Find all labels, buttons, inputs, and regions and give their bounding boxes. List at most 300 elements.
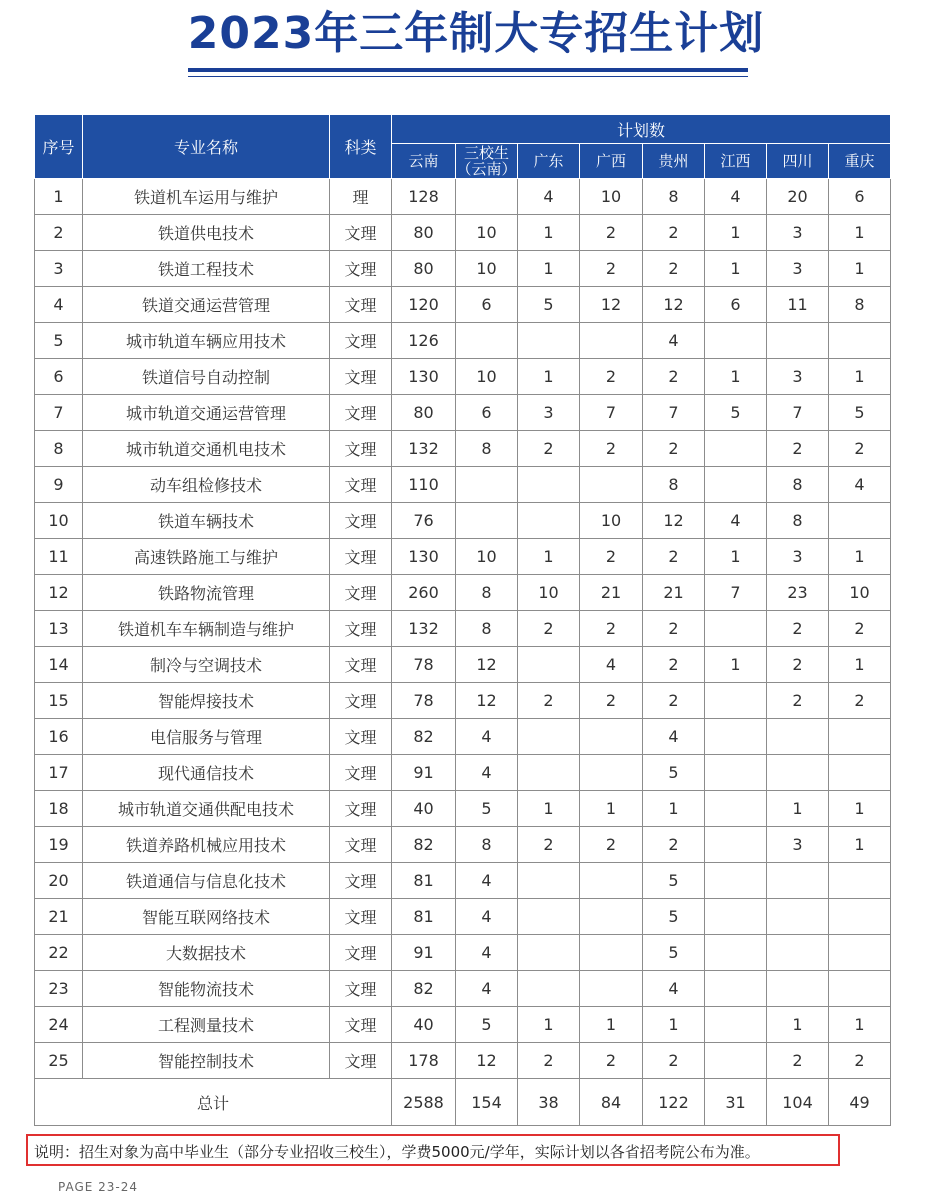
row-plan-count — [456, 179, 518, 215]
row-plan-count — [767, 323, 829, 359]
row-category: 文理 — [330, 827, 392, 863]
table-row — [35, 215, 891, 251]
row-major-name: 铁道机车运用与维护 — [83, 179, 330, 215]
row-plan-count — [705, 1007, 767, 1043]
row-plan-count: 2 — [580, 539, 643, 575]
row-index: 24 — [35, 1007, 83, 1043]
row-category: 文理 — [330, 287, 392, 323]
row-plan-count: 1 — [705, 647, 767, 683]
row-plan-count: 4 — [643, 971, 705, 1007]
enrollment-plan-table — [34, 114, 891, 1126]
total-cell: 49 — [829, 1079, 891, 1126]
row-plan-count — [829, 935, 891, 971]
row-major-name: 城市轨道交通机电技术 — [83, 431, 330, 467]
row-plan-count — [518, 323, 580, 359]
row-plan-count — [456, 323, 518, 359]
row-plan-count: 1 — [829, 647, 891, 683]
row-plan-count — [767, 863, 829, 899]
row-plan-count: 1 — [705, 539, 767, 575]
row-plan-count: 7 — [767, 395, 829, 431]
row-plan-count: 2 — [643, 539, 705, 575]
row-plan-count: 8 — [643, 467, 705, 503]
row-category: 文理 — [330, 467, 392, 503]
row-major-name: 高速铁路施工与维护 — [83, 539, 330, 575]
row-plan-count: 178 — [392, 1043, 456, 1079]
row-major-name: 智能物流技术 — [83, 971, 330, 1007]
row-plan-count: 8 — [767, 503, 829, 539]
row-plan-count: 2 — [829, 683, 891, 719]
row-plan-count — [705, 791, 767, 827]
row-plan-count: 7 — [643, 395, 705, 431]
row-plan-count: 2 — [643, 647, 705, 683]
row-plan-count: 4 — [829, 467, 891, 503]
table-row — [35, 431, 891, 467]
table-row — [35, 647, 891, 683]
row-plan-count: 4 — [456, 719, 518, 755]
row-plan-count: 5 — [829, 395, 891, 431]
row-plan-count — [767, 935, 829, 971]
row-plan-count: 21 — [580, 575, 643, 611]
row-plan-count: 10 — [456, 215, 518, 251]
row-plan-count: 12 — [456, 647, 518, 683]
row-category: 文理 — [330, 503, 392, 539]
row-plan-count: 4 — [580, 647, 643, 683]
table-row — [35, 503, 891, 539]
table-row — [35, 251, 891, 287]
row-category: 文理 — [330, 719, 392, 755]
row-index: 23 — [35, 971, 83, 1007]
row-plan-count — [518, 935, 580, 971]
row-major-name: 制冷与空调技术 — [83, 647, 330, 683]
row-plan-count: 78 — [392, 683, 456, 719]
row-plan-count: 5 — [643, 755, 705, 791]
row-plan-count: 2 — [643, 611, 705, 647]
row-major-name: 铁道信号自动控制 — [83, 359, 330, 395]
row-index: 16 — [35, 719, 83, 755]
row-index: 7 — [35, 395, 83, 431]
row-plan-count: 3 — [767, 215, 829, 251]
row-plan-count — [705, 323, 767, 359]
row-major-name: 铁道通信与信息化技术 — [83, 863, 330, 899]
row-plan-count: 10 — [829, 575, 891, 611]
row-plan-count: 2 — [580, 251, 643, 287]
row-plan-count: 6 — [456, 287, 518, 323]
row-plan-count: 4 — [456, 899, 518, 935]
row-plan-count: 4 — [705, 179, 767, 215]
table-row — [35, 395, 891, 431]
total-cell: 84 — [580, 1079, 643, 1126]
row-plan-count: 1 — [518, 359, 580, 395]
row-plan-count: 40 — [392, 791, 456, 827]
row-plan-count: 8 — [456, 611, 518, 647]
row-plan-count: 81 — [392, 863, 456, 899]
table-row — [35, 1043, 891, 1079]
row-plan-count: 4 — [705, 503, 767, 539]
row-plan-count: 1 — [580, 791, 643, 827]
row-plan-count — [518, 863, 580, 899]
row-major-name: 铁道养路机械应用技术 — [83, 827, 330, 863]
row-plan-count: 5 — [456, 1007, 518, 1043]
row-plan-count — [705, 827, 767, 863]
row-plan-count: 12 — [643, 287, 705, 323]
row-plan-count: 3 — [767, 827, 829, 863]
table-row — [35, 755, 891, 791]
row-plan-count — [829, 899, 891, 935]
row-plan-count: 2 — [580, 1043, 643, 1079]
row-category: 文理 — [330, 755, 392, 791]
row-index: 6 — [35, 359, 83, 395]
row-plan-count: 80 — [392, 251, 456, 287]
row-plan-count — [705, 431, 767, 467]
row-plan-count — [767, 971, 829, 1007]
row-plan-count: 130 — [392, 359, 456, 395]
row-major-name: 现代通信技术 — [83, 755, 330, 791]
row-index: 3 — [35, 251, 83, 287]
row-plan-count: 81 — [392, 899, 456, 935]
row-plan-count: 3 — [767, 359, 829, 395]
table-header-row — [35, 115, 891, 144]
row-plan-count — [705, 863, 767, 899]
row-plan-count: 4 — [456, 863, 518, 899]
table-row — [35, 467, 891, 503]
row-major-name: 电信服务与管理 — [83, 719, 330, 755]
row-plan-count: 7 — [705, 575, 767, 611]
row-plan-count — [580, 899, 643, 935]
row-category: 文理 — [330, 1043, 392, 1079]
table-body — [35, 179, 891, 1079]
row-plan-count: 2 — [767, 611, 829, 647]
row-plan-count: 2 — [518, 683, 580, 719]
total-cell: 2588 — [392, 1079, 456, 1126]
row-plan-count: 1 — [829, 251, 891, 287]
row-major-name: 城市轨道交通供配电技术 — [83, 791, 330, 827]
title-underline — [188, 68, 748, 72]
row-plan-count: 5 — [705, 395, 767, 431]
row-category: 文理 — [330, 971, 392, 1007]
table-row — [35, 791, 891, 827]
row-plan-count: 2 — [518, 431, 580, 467]
explanation-note: 说明：招生对象为高中毕业生（部分专业招收三校生），学费5000元/学年，实际计划以各省招考院公布为准。 — [26, 1134, 840, 1166]
row-plan-count: 2 — [643, 431, 705, 467]
row-index: 5 — [35, 323, 83, 359]
row-plan-count: 2 — [767, 647, 829, 683]
row-plan-count: 5 — [643, 863, 705, 899]
row-category: 理 — [330, 179, 392, 215]
row-index: 15 — [35, 683, 83, 719]
page-number: PAGE 23-24 — [58, 1180, 139, 1194]
row-plan-count — [829, 323, 891, 359]
row-plan-count: 3 — [518, 395, 580, 431]
row-major-name: 铁道交通运营管理 — [83, 287, 330, 323]
row-plan-count — [705, 611, 767, 647]
row-plan-count: 8 — [456, 827, 518, 863]
row-plan-count — [580, 971, 643, 1007]
row-plan-count: 2 — [643, 215, 705, 251]
row-plan-count: 2 — [580, 215, 643, 251]
row-plan-count — [705, 1043, 767, 1079]
row-index: 22 — [35, 935, 83, 971]
row-plan-count — [580, 755, 643, 791]
row-major-name: 铁道车辆技术 — [83, 503, 330, 539]
row-category: 文理 — [330, 251, 392, 287]
row-plan-count: 82 — [392, 971, 456, 1007]
row-plan-count: 2 — [643, 1043, 705, 1079]
row-category: 文理 — [330, 611, 392, 647]
row-category: 文理 — [330, 935, 392, 971]
row-plan-count — [518, 899, 580, 935]
row-plan-count: 91 — [392, 755, 456, 791]
row-plan-count: 2 — [580, 827, 643, 863]
row-plan-count: 2 — [518, 611, 580, 647]
row-plan-count: 4 — [518, 179, 580, 215]
row-index: 17 — [35, 755, 83, 791]
row-plan-count: 12 — [643, 503, 705, 539]
row-plan-count: 10 — [518, 575, 580, 611]
row-plan-count: 8 — [767, 467, 829, 503]
table-row — [35, 611, 891, 647]
row-plan-count — [829, 971, 891, 1007]
row-plan-count — [518, 719, 580, 755]
total-cell: 154 — [456, 1079, 518, 1126]
row-category: 文理 — [330, 1007, 392, 1043]
row-plan-count: 2 — [518, 1043, 580, 1079]
row-category: 文理 — [330, 683, 392, 719]
table-row — [35, 575, 891, 611]
row-major-name: 工程测量技术 — [83, 1007, 330, 1043]
col-header-index: 序号 — [35, 115, 83, 179]
row-plan-count: 76 — [392, 503, 456, 539]
row-plan-count — [829, 755, 891, 791]
row-plan-count: 1 — [829, 539, 891, 575]
row-plan-count: 2 — [829, 1043, 891, 1079]
col-header-major: 专业名称 — [83, 115, 330, 179]
row-plan-count: 80 — [392, 215, 456, 251]
col-header-plan-group: 计划数 — [392, 115, 891, 144]
row-plan-count: 1 — [643, 1007, 705, 1043]
row-plan-count — [456, 467, 518, 503]
row-major-name: 大数据技术 — [83, 935, 330, 971]
row-major-name: 智能互联网络技术 — [83, 899, 330, 935]
row-plan-count: 2 — [643, 827, 705, 863]
row-plan-count: 12 — [456, 683, 518, 719]
row-plan-count: 4 — [456, 935, 518, 971]
row-plan-count: 132 — [392, 611, 456, 647]
row-plan-count: 6 — [829, 179, 891, 215]
table-row — [35, 719, 891, 755]
row-plan-count: 2 — [829, 431, 891, 467]
row-plan-count: 8 — [456, 575, 518, 611]
row-plan-count: 132 — [392, 431, 456, 467]
row-plan-count: 110 — [392, 467, 456, 503]
row-plan-count: 1 — [829, 827, 891, 863]
row-plan-count: 2 — [767, 1043, 829, 1079]
row-plan-count: 8 — [643, 179, 705, 215]
row-plan-count: 82 — [392, 827, 456, 863]
col-header-region: 重庆 — [829, 144, 891, 179]
table-row — [35, 179, 891, 215]
row-plan-count: 1 — [518, 791, 580, 827]
row-plan-count: 2 — [643, 251, 705, 287]
page-title: 2023年三年制大专招生计划 — [187, 8, 765, 59]
row-plan-count: 120 — [392, 287, 456, 323]
table-row — [35, 935, 891, 971]
row-plan-count: 7 — [580, 395, 643, 431]
row-plan-count: 1 — [705, 251, 767, 287]
row-category: 文理 — [330, 791, 392, 827]
row-plan-count — [580, 719, 643, 755]
row-index: 21 — [35, 899, 83, 935]
row-index: 1 — [35, 179, 83, 215]
row-plan-count — [705, 971, 767, 1007]
row-plan-count: 126 — [392, 323, 456, 359]
row-plan-count: 1 — [829, 1007, 891, 1043]
row-plan-count: 91 — [392, 935, 456, 971]
row-plan-count: 80 — [392, 395, 456, 431]
row-category: 文理 — [330, 323, 392, 359]
total-label: 总计 — [35, 1079, 392, 1126]
table-row — [35, 539, 891, 575]
col-header-region: 江西 — [705, 144, 767, 179]
total-row — [35, 1079, 891, 1126]
row-plan-count — [829, 719, 891, 755]
row-major-name: 铁道供电技术 — [83, 215, 330, 251]
row-index: 8 — [35, 431, 83, 467]
row-plan-count: 1 — [518, 539, 580, 575]
row-plan-count: 1 — [518, 1007, 580, 1043]
total-cell: 38 — [518, 1079, 580, 1126]
row-plan-count — [829, 863, 891, 899]
row-plan-count: 1 — [829, 359, 891, 395]
row-index: 18 — [35, 791, 83, 827]
row-major-name: 城市轨道车辆应用技术 — [83, 323, 330, 359]
row-plan-count: 5 — [518, 287, 580, 323]
row-plan-count: 1 — [767, 1007, 829, 1043]
row-category: 文理 — [330, 575, 392, 611]
row-plan-count — [518, 503, 580, 539]
col-header-category: 科类 — [330, 115, 392, 179]
table-row — [35, 899, 891, 935]
row-plan-count: 21 — [643, 575, 705, 611]
row-plan-count: 5 — [643, 899, 705, 935]
row-category: 文理 — [330, 647, 392, 683]
row-major-name: 智能焊接技术 — [83, 683, 330, 719]
col-header-region: 广西 — [580, 144, 643, 179]
row-plan-count: 1 — [829, 215, 891, 251]
row-plan-count: 40 — [392, 1007, 456, 1043]
row-index: 14 — [35, 647, 83, 683]
row-plan-count: 11 — [767, 287, 829, 323]
row-plan-count — [705, 719, 767, 755]
row-plan-count: 3 — [767, 539, 829, 575]
row-plan-count: 10 — [456, 359, 518, 395]
row-major-name: 铁道机车车辆制造与维护 — [83, 611, 330, 647]
row-plan-count — [705, 683, 767, 719]
row-plan-count: 1 — [518, 215, 580, 251]
row-plan-count — [829, 503, 891, 539]
row-major-name: 铁道工程技术 — [83, 251, 330, 287]
row-plan-count — [518, 467, 580, 503]
row-category: 文理 — [330, 539, 392, 575]
row-major-name: 城市轨道交通运营管理 — [83, 395, 330, 431]
row-plan-count: 12 — [580, 287, 643, 323]
row-plan-count: 1 — [518, 251, 580, 287]
row-plan-count: 1 — [829, 791, 891, 827]
col-header-region: 三校生（云南） — [456, 144, 517, 178]
row-plan-count: 10 — [580, 179, 643, 215]
table-row — [35, 287, 891, 323]
row-category: 文理 — [330, 359, 392, 395]
row-plan-count: 2 — [518, 827, 580, 863]
row-index: 25 — [35, 1043, 83, 1079]
row-index: 10 — [35, 503, 83, 539]
row-plan-count: 23 — [767, 575, 829, 611]
row-plan-count: 2 — [643, 683, 705, 719]
table-row — [35, 971, 891, 1007]
table-row — [35, 863, 891, 899]
row-plan-count: 2 — [829, 611, 891, 647]
row-plan-count: 2 — [580, 683, 643, 719]
row-plan-count: 4 — [456, 755, 518, 791]
row-plan-count: 260 — [392, 575, 456, 611]
row-plan-count: 8 — [456, 431, 518, 467]
row-plan-count — [518, 971, 580, 1007]
row-major-name: 动车组检修技术 — [83, 467, 330, 503]
row-plan-count — [580, 863, 643, 899]
total-cell: 31 — [705, 1079, 767, 1126]
row-plan-count — [580, 323, 643, 359]
row-plan-count: 4 — [643, 719, 705, 755]
row-plan-count — [705, 935, 767, 971]
row-index: 11 — [35, 539, 83, 575]
row-plan-count: 2 — [580, 611, 643, 647]
row-category: 文理 — [330, 431, 392, 467]
row-plan-count: 130 — [392, 539, 456, 575]
row-plan-count — [580, 467, 643, 503]
row-index: 4 — [35, 287, 83, 323]
row-plan-count — [767, 719, 829, 755]
row-plan-count: 6 — [705, 287, 767, 323]
row-plan-count: 2 — [580, 431, 643, 467]
row-plan-count — [705, 755, 767, 791]
row-plan-count: 1 — [580, 1007, 643, 1043]
row-category: 文理 — [330, 899, 392, 935]
table-row — [35, 683, 891, 719]
row-plan-count: 78 — [392, 647, 456, 683]
row-plan-count: 1 — [705, 359, 767, 395]
row-major-name: 智能控制技术 — [83, 1043, 330, 1079]
row-plan-count — [705, 899, 767, 935]
row-plan-count: 2 — [643, 359, 705, 395]
row-index: 12 — [35, 575, 83, 611]
row-plan-count: 4 — [643, 323, 705, 359]
total-cell: 122 — [643, 1079, 705, 1126]
title-underline-thin — [188, 76, 748, 77]
row-plan-count — [767, 755, 829, 791]
row-plan-count: 1 — [643, 791, 705, 827]
row-plan-count: 8 — [829, 287, 891, 323]
col-header-region: 广东 — [518, 144, 580, 179]
row-plan-count: 2 — [767, 431, 829, 467]
col-header-region: 云南 — [392, 144, 456, 179]
table-row — [35, 1007, 891, 1043]
col-header-region: 贵州 — [643, 144, 705, 179]
row-index: 9 — [35, 467, 83, 503]
row-plan-count: 6 — [456, 395, 518, 431]
row-plan-count: 10 — [456, 539, 518, 575]
row-plan-count: 10 — [456, 251, 518, 287]
row-plan-count — [518, 755, 580, 791]
row-plan-count: 1 — [705, 215, 767, 251]
